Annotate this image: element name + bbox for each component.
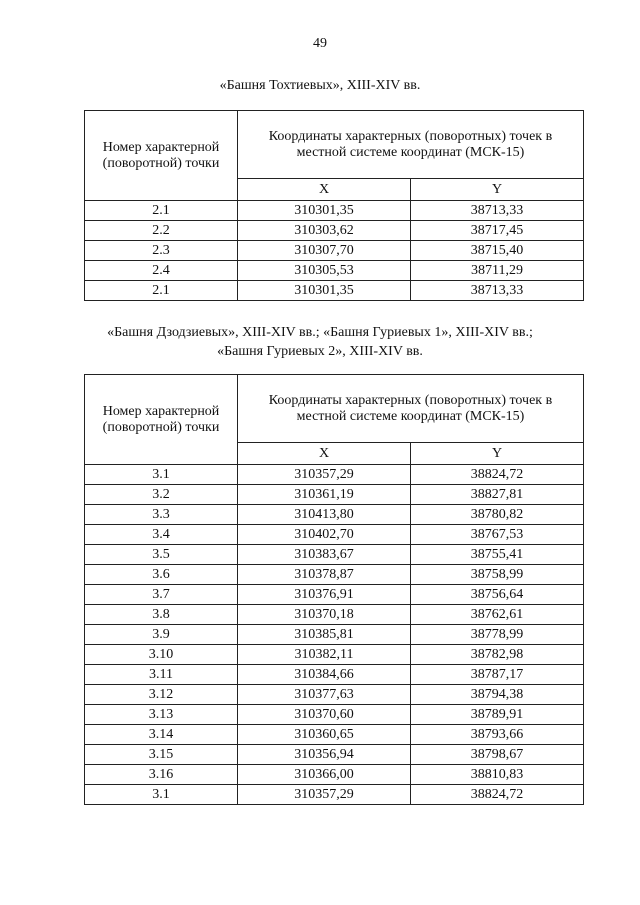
table-row: [85, 765, 584, 785]
y-coordinate-cell: 38717,45: [411, 221, 584, 241]
point-number-cell: 3.10: [85, 645, 238, 665]
section1-title: «Башня Тохтиевых», XIII-XIV вв.: [219, 78, 421, 93]
table-1-body: [85, 201, 584, 301]
x-coordinate-cell: 310360,65: [238, 725, 411, 745]
x-coordinate-cell: 310301,35: [238, 281, 411, 301]
x-coordinate-cell: 310366,00: [238, 765, 411, 785]
header-y: Y: [411, 443, 584, 465]
header-point-number: Номер характерной (поворотной) точки: [85, 375, 238, 465]
x-coordinate-cell: 310301,35: [238, 201, 411, 221]
point-number-cell: 3.7: [85, 585, 238, 605]
y-coordinate-cell: 38711,29: [411, 261, 584, 281]
table-row: [85, 221, 584, 241]
table-row: [85, 465, 584, 485]
y-coordinate-cell: 38778,99: [411, 625, 584, 645]
x-coordinate-cell: 310376,91: [238, 585, 411, 605]
y-coordinate-cell: 38713,33: [411, 201, 584, 221]
table-row: [85, 625, 584, 645]
x-coordinate-cell: 310357,29: [238, 465, 411, 485]
table-2-body: [85, 465, 584, 805]
point-number-cell: 3.15: [85, 745, 238, 765]
point-number-cell: 2.4: [85, 261, 238, 281]
table-row: [85, 281, 584, 301]
x-coordinate-cell: 310361,19: [238, 485, 411, 505]
point-number-cell: 3.1: [85, 785, 238, 805]
point-number-cell: 3.5: [85, 545, 238, 565]
y-coordinate-cell: 38827,81: [411, 485, 584, 505]
point-number-cell: 2.1: [85, 281, 238, 301]
point-number-cell: 3.9: [85, 625, 238, 645]
table-row: [85, 565, 584, 585]
table-row: [85, 201, 584, 221]
x-coordinate-cell: 310370,18: [238, 605, 411, 625]
point-number-cell: 3.11: [85, 665, 238, 685]
header-coordinates: Координаты характерных (поворотных) точек в местной системе координат (МСК-15): [238, 111, 584, 179]
point-number-cell: 2.1: [85, 201, 238, 221]
table-row: [85, 665, 584, 685]
point-number-cell: 3.4: [85, 525, 238, 545]
section2-title-line1: «Башня Дзодзиевых», XIII-XIV вв.; «Башня Гуриевых 1», XIII-XIV вв.;: [107, 325, 533, 340]
x-coordinate-cell: 310370,60: [238, 705, 411, 725]
y-coordinate-cell: 38798,67: [411, 745, 584, 765]
y-coordinate-cell: 38810,83: [411, 765, 584, 785]
y-coordinate-cell: 38793,66: [411, 725, 584, 745]
point-number-cell: 3.2: [85, 485, 238, 505]
x-coordinate-cell: 310413,80: [238, 505, 411, 525]
point-number-cell: 3.1: [85, 465, 238, 485]
x-coordinate-cell: 310383,67: [238, 545, 411, 565]
point-number-cell: 2.2: [85, 221, 238, 241]
x-coordinate-cell: 310377,63: [238, 685, 411, 705]
point-number-cell: 3.16: [85, 765, 238, 785]
table-row: [85, 705, 584, 725]
point-number-cell: 3.3: [85, 505, 238, 525]
table-row: [85, 485, 584, 505]
header-x: X: [238, 179, 411, 201]
x-coordinate-cell: 310307,70: [238, 241, 411, 261]
table-row: [85, 725, 584, 745]
table-row: [85, 545, 584, 565]
y-coordinate-cell: 38758,99: [411, 565, 584, 585]
y-coordinate-cell: 38756,64: [411, 585, 584, 605]
table-row: [85, 605, 584, 625]
y-coordinate-cell: 38715,40: [411, 241, 584, 261]
y-coordinate-cell: 38780,82: [411, 505, 584, 525]
x-coordinate-cell: 310385,81: [238, 625, 411, 645]
header-point-number: Номер характерной (поворотной) точки: [85, 111, 238, 201]
x-coordinate-cell: 310357,29: [238, 785, 411, 805]
x-coordinate-cell: 310305,53: [238, 261, 411, 281]
coordinates-table-1: [84, 110, 584, 301]
y-coordinate-cell: 38824,72: [411, 465, 584, 485]
x-coordinate-cell: 310384,66: [238, 665, 411, 685]
table-row: [85, 645, 584, 665]
x-coordinate-cell: 310356,94: [238, 745, 411, 765]
point-number-cell: 3.6: [85, 565, 238, 585]
y-coordinate-cell: 38824,72: [411, 785, 584, 805]
x-coordinate-cell: 310303,62: [238, 221, 411, 241]
table-row: [85, 685, 584, 705]
point-number-cell: 3.8: [85, 605, 238, 625]
page-number: 49: [313, 36, 327, 51]
table-row: [85, 585, 584, 605]
y-coordinate-cell: 38787,17: [411, 665, 584, 685]
y-coordinate-cell: 38767,53: [411, 525, 584, 545]
header-x: X: [238, 443, 411, 465]
section2-title-line2: «Башня Гуриевых 2», XIII-XIV вв.: [217, 344, 423, 359]
x-coordinate-cell: 310402,70: [238, 525, 411, 545]
y-coordinate-cell: 38794,38: [411, 685, 584, 705]
table-row: [85, 261, 584, 281]
x-coordinate-cell: 310382,11: [238, 645, 411, 665]
y-coordinate-cell: 38755,41: [411, 545, 584, 565]
table-row: [85, 745, 584, 765]
point-number-cell: 3.14: [85, 725, 238, 745]
point-number-cell: 2.3: [85, 241, 238, 261]
header-coordinates: Координаты характерных (поворотных) точек в местной системе координат (МСК-15): [238, 375, 584, 443]
header-y: Y: [411, 179, 584, 201]
y-coordinate-cell: 38789,91: [411, 705, 584, 725]
table-row: [85, 785, 584, 805]
y-coordinate-cell: 38782,98: [411, 645, 584, 665]
x-coordinate-cell: 310378,87: [238, 565, 411, 585]
table-row: [85, 525, 584, 545]
section2-title: [0, 323, 640, 361]
table-row: [85, 505, 584, 525]
table-row: [85, 241, 584, 261]
y-coordinate-cell: 38762,61: [411, 605, 584, 625]
y-coordinate-cell: 38713,33: [411, 281, 584, 301]
point-number-cell: 3.12: [85, 685, 238, 705]
point-number-cell: 3.13: [85, 705, 238, 725]
coordinates-table-2: [84, 374, 584, 805]
